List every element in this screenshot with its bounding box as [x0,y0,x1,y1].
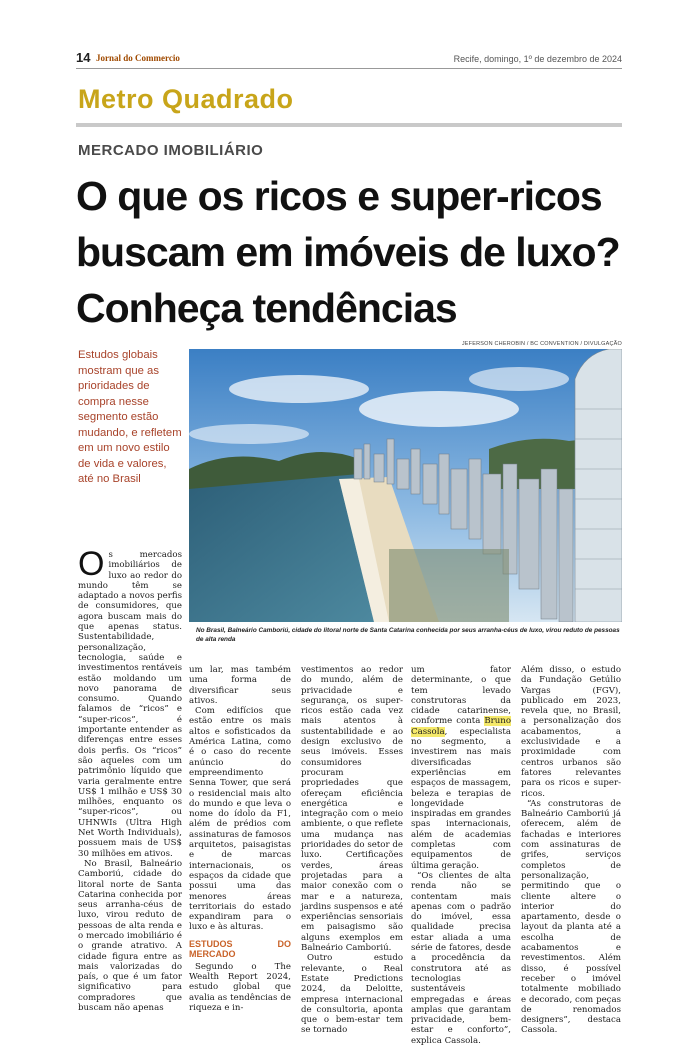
paragraph: “Os clientes de alta renda não se contentam mais apenas com o padrão do imóvel, essa qualidade precisa estar aliada a uma série de fatores, desde a procedência da construtora até as tecnologias sustentáveis empregadas e áreas amplas que garantam privacidade, bem-estar e conforto”, explica Cassola. [411,870,511,1046]
paragraph: “As construtoras de Balneário Camboriú já oferecem, além de fachadas e interiores com assinaturas de grifes, serviços completos de personalização, permitindo que o cliente altere o interior do apartamento, desde o layout da planta até a escolha de acabamentos e revestimentos. Além disso, é possível receber o imóvel totalmente mobiliado e decorado, com peças de renomados designers”, destaca Cassola. [521,798,621,1036]
page-number: 14 [76,50,91,65]
deck: Estudos globais mostram que as prioridades de compra nesse segmento estão mudando, e refletem em um novo estilo de vida e valores, até no Brasil [78,349,182,485]
drop-cap: O [78,545,105,583]
photo-credit: JEFERSON CHEROBIN / BC CONVENTION / DIVULGAÇÃO [461,341,622,347]
paragraph: Com edifícios que estão entre os mais altos e sofisticados da América Latina, como é o caso do recente anúncio do empreendimento Senna Tower, que será o residencial mais alto do mundo e que leva o nome do ídolo da F1, além de prédios com assinaturas de famosos arquitetos, paisagistas e de marcas internacionais, os espaços da cidade que possui uma das menores áreas territoriais do estado expandiram para o luxo e às alturas. [189,706,291,933]
kicker: MERCADO IMOBILIÁRIO [78,142,264,159]
body-column-2 [189,665,291,1013]
paragraph: um lar, mas também uma forma de diversificar seus ativos. [189,665,291,706]
headline: O que os ricos e super-ricos buscam em imóveis de luxo? Conheça tendências [76,173,620,331]
text-run: um fator determinante, o que tem levado construtoras da cidade catarinense, conforme conta [411,665,511,727]
body-column-4 [411,665,511,1046]
paragraph [411,665,511,871]
highlighted-name: Bruno Cassola [411,716,511,737]
subhead: ESTUDOS DO MERCADO [189,938,291,959]
paragraph: Além disso, o estudo da Fundação Getúlio Vargas (FGV), publicado em 2023, revela que, no Brasil, a personalização dos acabamentos, a exclusividade e a proximidade com centros urbanos são fatores relevantes para os ricos e super-ricos. [521,665,621,799]
section-rule [76,123,622,127]
dateline: Recife, domingo, 1º de dezembro de 2024 [453,54,622,64]
paragraph: Segundo o The Wealth Report 2024, estudo global que avalia as tendências de riqueza e in- [189,961,291,1013]
text-run: , especialista no segmento, a investirem nas mais diversificadas experiências em espaços de massagem, beleza e terapias de longevidade inspiradas em grandes spas internacionais, além de academias completas com equipamentos de última geração. [411,726,511,871]
paragraph: vestimentos ao redor do mundo, além de privacidade e segurança, os super-ricos estão cada vez mais atentos à sustentabilidade e ao design exclusivo de seus imóveis. Esses consumidores procuram propriedades que ofereçam eficiência energética e integração com o meio ambiente, o que reflete uma mudança nas prioridades do setor de luxo. Certificações verdes, áreas projetadas para a maior conexão com o mar e a natureza, jardins suspensos e até experiências sensoriais em paisagismo são alguns exemplos em Balneário Camboriú. [301,665,403,954]
article-photo [189,349,622,622]
body-column-3 [301,665,403,1036]
paragraph: No Brasil, Balneário Camboriú, cidade do litoral norte de Santa Catarina conhecida por seus arranha-céus de luxo, virou reduto de pessoas de alta renda e o mercado imobiliário é o grande atrativo. A cidade figura entre as mais valorizadas do país, o que é um fator significativo para compradores que buscam não apenas [78,858,182,1014]
paragraph: s mercados imobiliários de luxo ao redor do mundo têm se adaptado a novos perfis de consumidores, que agora buscam mais do que apenas status. Sustentabilidade, personalização, tecnologia, saúde e investimentos rentáveis estão moldando um novo panorama de consumo. Quando falamos de “ricos” e “super-ricos”, é importante entender as diferenças entre esses dois perfis. Os “ricos” são aqueles com um patrimônio líquido que varia geralmente entre US$ 1 milhão e US$ 30 milhões, enquanto os “super-ricos”, ou UHNWIs (Ultra High Net Worth Individuals), possuem mais de US$ 30 milhões em ativos. [78,550,182,859]
paragraph: Outro estudo relevante, o Real Estate Predictions 2024, da Deloitte, empresa internacional de consultoria, aponta que o bem-estar tem se tornado [301,953,403,1036]
body-column-5 [521,665,621,1036]
beach-skyline-illustration [189,349,622,622]
photo-caption: No Brasil, Balneário Camboriú, cidade do litoral norte de Santa Catarina conhecida por seus arranha-céus de luxo, virou reduto de pessoas de alta renda [196,627,620,643]
body-column-1 [78,545,182,1014]
journal-name: Jornal do Commercio [96,53,180,63]
section-title: Metro Quadrado [78,84,294,114]
